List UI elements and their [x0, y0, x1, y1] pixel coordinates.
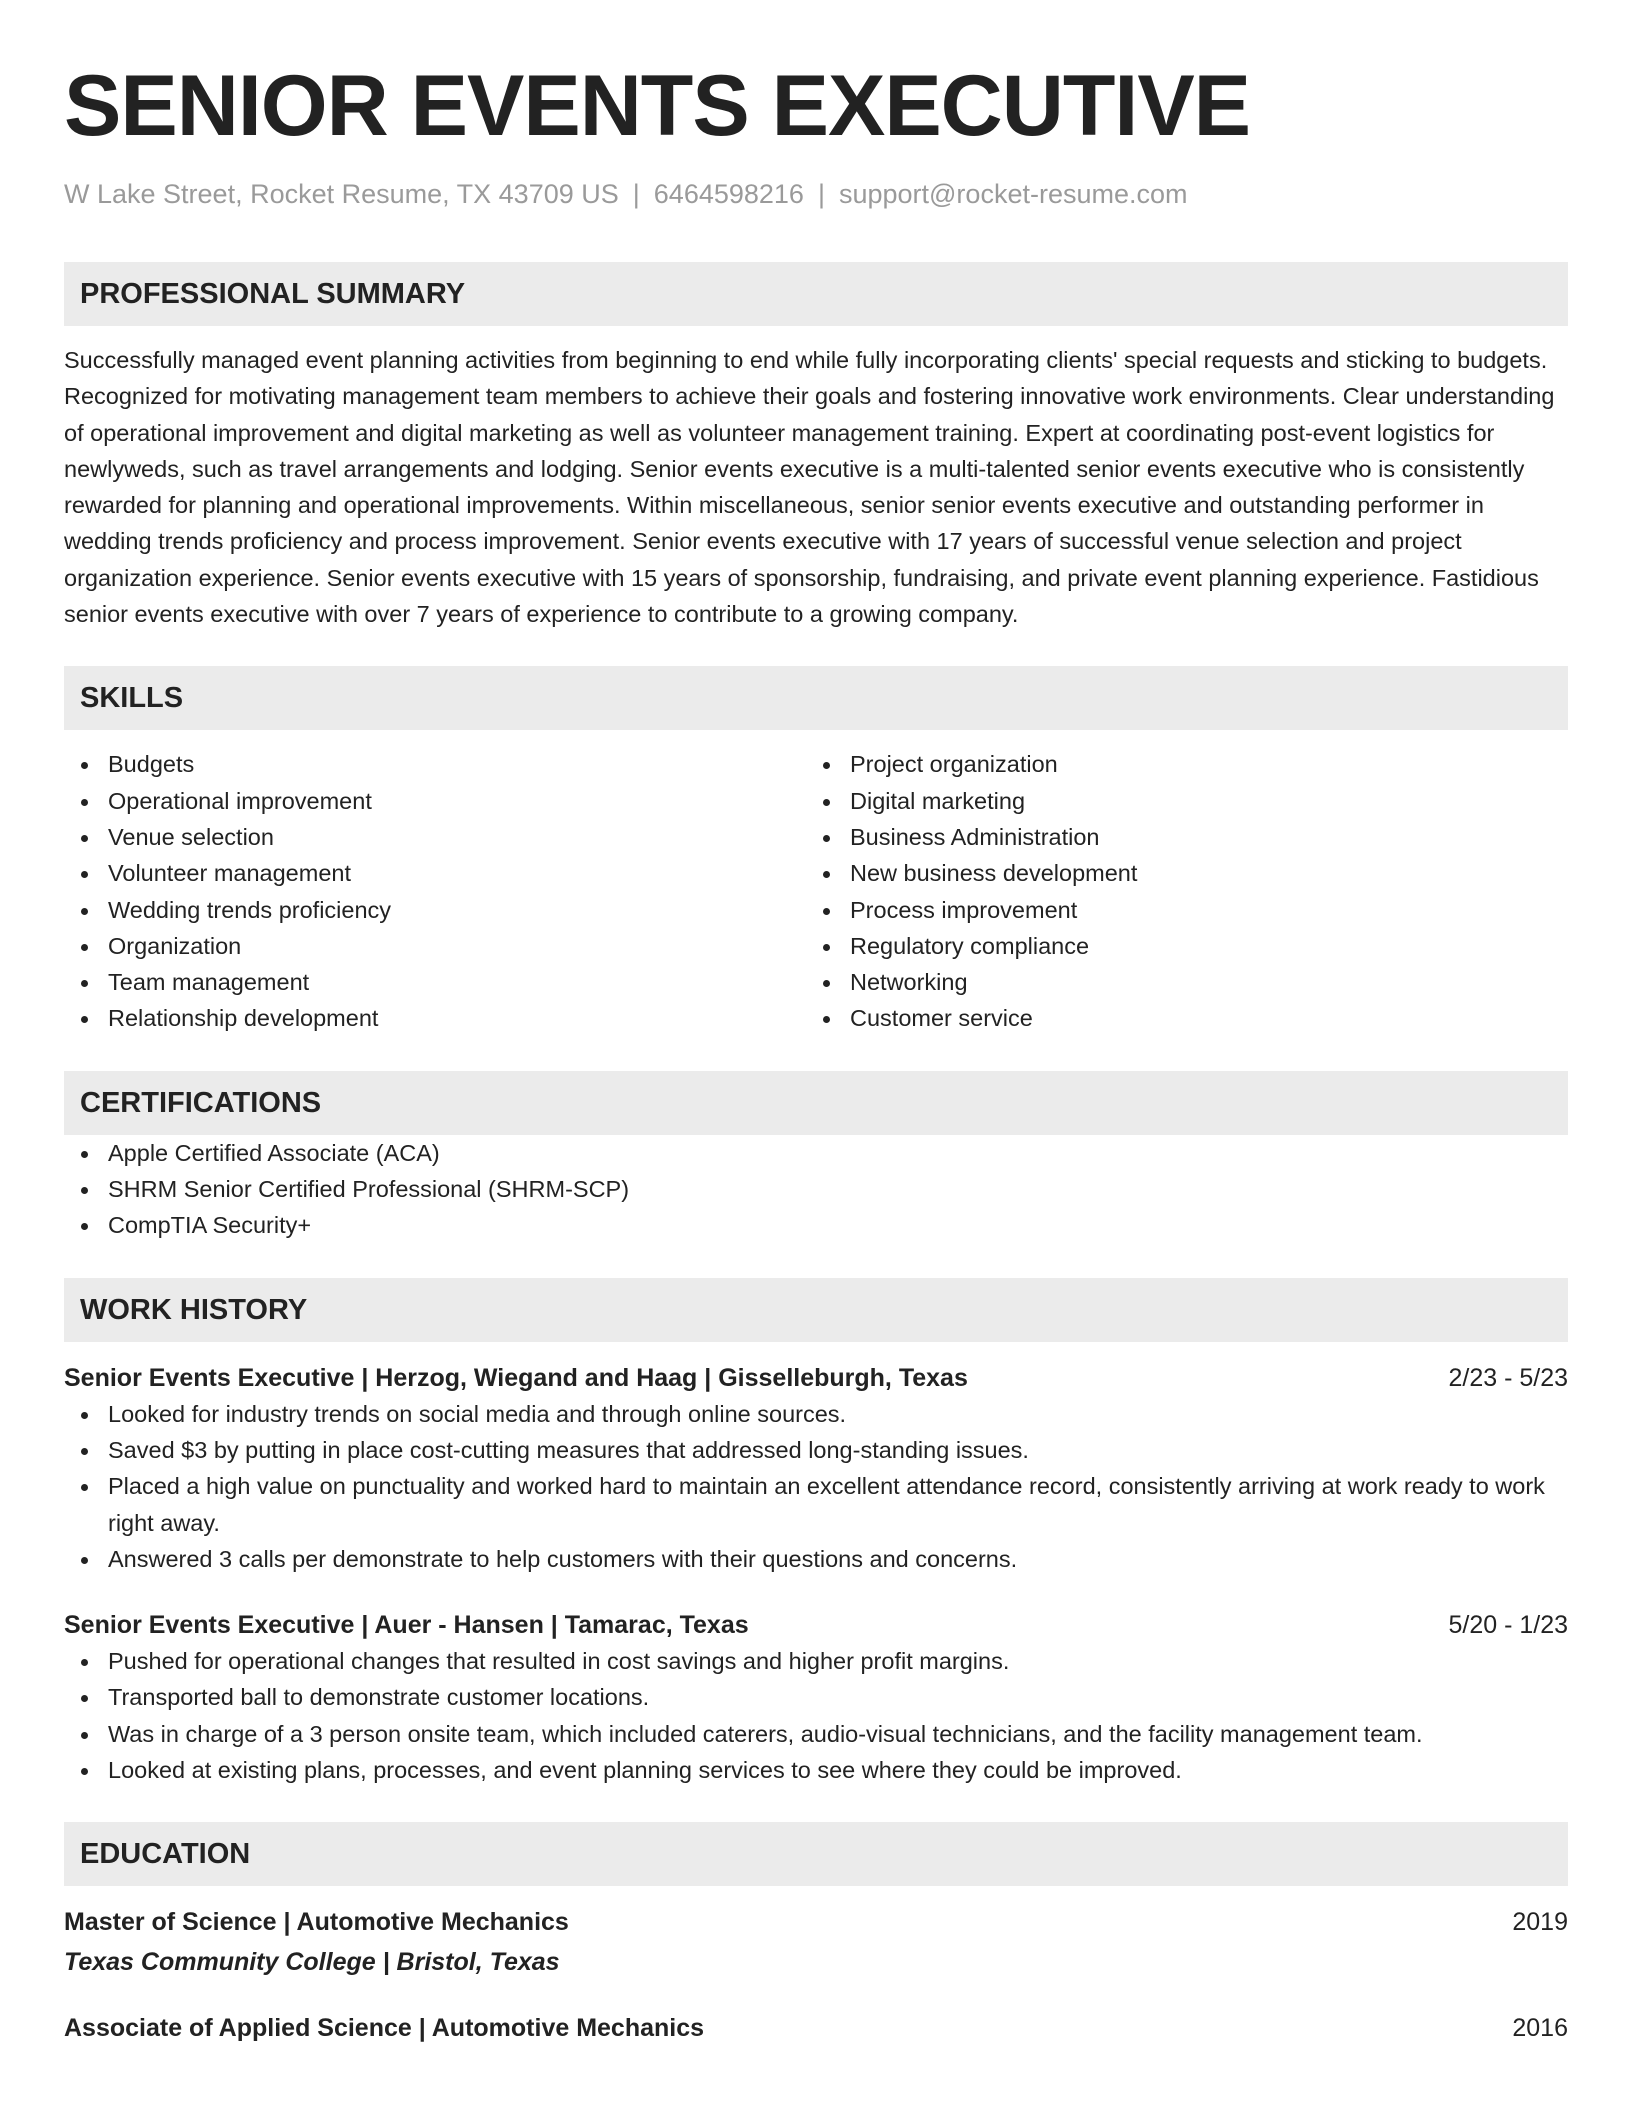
skill-item: New business development [806, 855, 1548, 891]
certifications-list [64, 1135, 1568, 1244]
skill-item: Process improvement [806, 892, 1548, 928]
skills-list-right [806, 746, 1548, 1036]
skill-item: Business Administration [806, 819, 1548, 855]
summary-text: Successfully managed event planning activities from beginning to end while fully incorporating clients' special requests and sticking to budgets. Recognized for motivating management team members to achieve their goals and fostering innovative work environments. Clear understanding of operational improvement and digital marketing as well as volunteer management training. Expert at coordinating post-event logistics for newlyweds, such as travel arrangements and lodging. Senior events executive is a multi-talented senior events executive who is consistently rewarded for planning and operational improvements. Within miscellaneous, senior senior events executive and outstanding performer in wedding trends proficiency and process improvement. Senior events executive with 17 years of successful venue selection and project organization experience. Senior events executive with 15 years of sponsorship, fundraising, and private event planning experience. Fastidious senior events executive with over 7 years of experience to contribute to a growing company. [64, 347, 1555, 628]
skill-item: Venue selection [64, 819, 806, 855]
skill-item: Relationship development [64, 1000, 806, 1036]
job-entry [64, 1607, 1568, 1788]
skill-item: Wedding trends proficiency [64, 892, 806, 928]
job-bullet: Answered 3 calls per demonstrate to help customers with their questions and concerns. [64, 1541, 1568, 1577]
skill-item: Customer service [806, 1000, 1548, 1036]
section-heading-certifications: CERTIFICATIONS [64, 1071, 1568, 1135]
job-bullet: Pushed for operational changes that resulted in cost savings and higher profit margins. [64, 1643, 1568, 1679]
candidate-name: SENIOR EVENTS EXECUTIVE [64, 58, 1251, 154]
job-bullets [64, 1643, 1568, 1788]
job-title: Senior Events Executive | Herzog, Wiegand and Haag | Gisselleburgh, Texas [64, 1363, 968, 1392]
contact-email: support@rocket-resume.com [838, 179, 1188, 209]
contact-separator: | [817, 179, 825, 209]
job-entry [64, 1360, 1568, 1577]
contact-separator: | [632, 179, 640, 209]
skill-item: Volunteer management [64, 855, 806, 891]
job-bullet: Transported ball to demonstrate customer locations. [64, 1679, 1568, 1715]
section-heading-education: EDUCATION [64, 1822, 1568, 1886]
skill-item: Networking [806, 964, 1548, 1000]
education-header [64, 2010, 1568, 2046]
education-degree: Associate of Applied Science | Automotive Mechanics [64, 2014, 705, 2043]
education-entry [64, 1904, 1568, 1980]
section-heading-skills: SKILLS [64, 666, 1568, 730]
job-header [64, 1607, 1568, 1643]
certification-item: SHRM Senior Certified Professional (SHRM-SCP) [64, 1171, 1568, 1207]
job-bullets [64, 1396, 1568, 1577]
skills-columns [64, 746, 1568, 1036]
skills-list-left [64, 746, 806, 1036]
job-bullet: Looked at existing plans, processes, and event planning services to see where they could be improved. [64, 1752, 1568, 1788]
job-title: Senior Events Executive | Auer - Hansen | Tamarac, Texas [64, 1611, 749, 1640]
job-bullet: Placed a high value on punctuality and worked hard to maintain an excellent attendance record, consistently arriving at work ready to work right away. [64, 1468, 1568, 1541]
contact-line [64, 176, 1568, 212]
skill-item: Operational improvement [64, 783, 806, 819]
skill-item: Project organization [806, 746, 1548, 782]
skill-item: Team management [64, 964, 806, 1000]
education-school: Texas Community College | Bristol, Texas [64, 1948, 560, 1977]
job-bullet: Saved $3 by putting in place cost-cutting measures that addressed long-standing issues. [64, 1432, 1568, 1468]
education-header [64, 1904, 1568, 1940]
job-header [64, 1360, 1568, 1396]
job-dates: 5/20 - 1/23 [1448, 1611, 1568, 1640]
skill-item: Organization [64, 928, 806, 964]
skill-item: Digital marketing [806, 783, 1548, 819]
skill-item: Regulatory compliance [806, 928, 1548, 964]
job-bullet: Was in charge of a 3 person onsite team, which included caterers, audio-visual technicians, and the facility management team. [64, 1716, 1568, 1752]
certification-item: CompTIA Security+ [64, 1207, 1568, 1243]
job-dates: 2/23 - 5/23 [1448, 1363, 1568, 1392]
skill-item: Budgets [64, 746, 806, 782]
contact-phone: 6464598216 [653, 179, 804, 209]
education-entry [64, 2010, 1568, 2046]
section-heading-summary: PROFESSIONAL SUMMARY [64, 262, 1568, 326]
section-heading-work-history: WORK HISTORY [64, 1278, 1568, 1342]
education-degree: Master of Science | Automotive Mechanics [64, 1908, 569, 1937]
contact-address: W Lake Street, Rocket Resume, TX 43709 US [64, 179, 619, 209]
job-bullet: Looked for industry trends on social media and through online sources. [64, 1396, 1568, 1432]
education-year: 2016 [1512, 2014, 1568, 2043]
education-year: 2019 [1512, 1908, 1568, 1937]
certification-item: Apple Certified Associate (ACA) [64, 1135, 1568, 1171]
resume-page [64, 56, 1568, 2046]
